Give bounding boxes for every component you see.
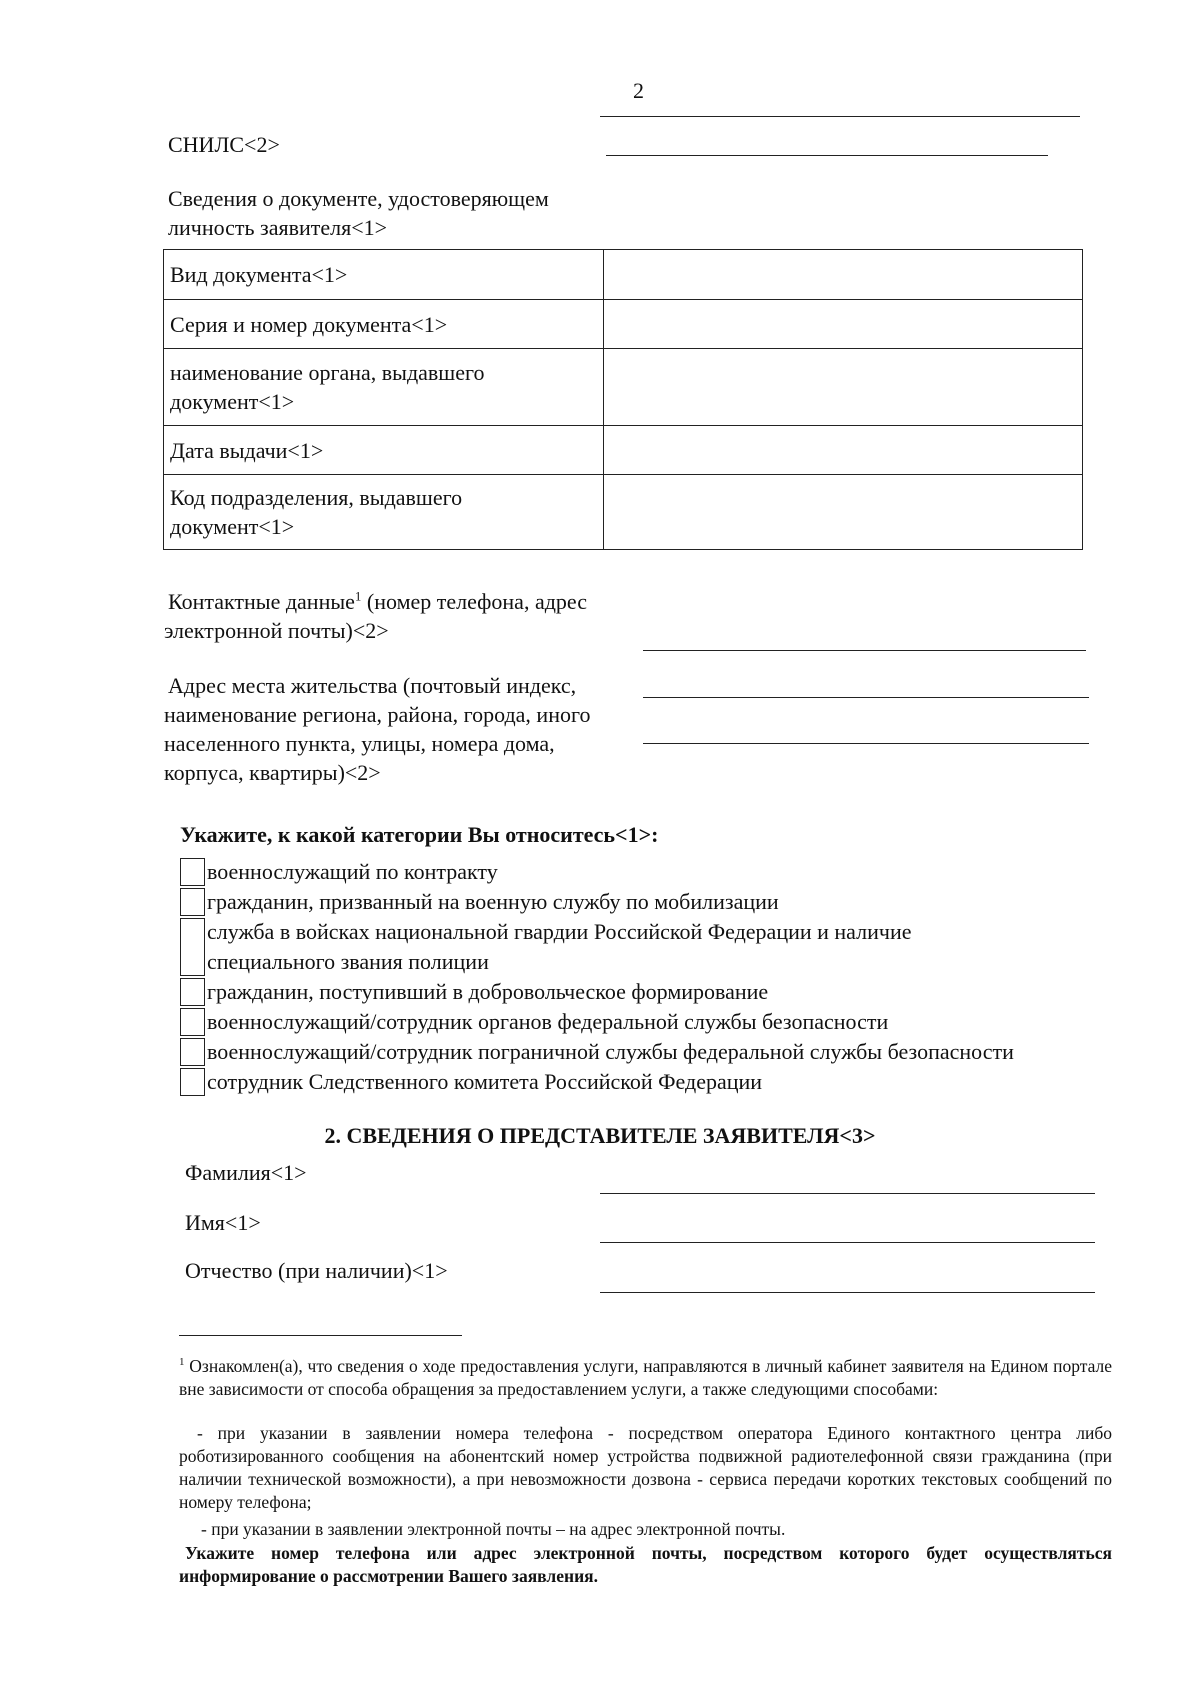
contacts-label-text: Контактные данные (168, 589, 355, 614)
table-row (164, 475, 1083, 550)
footnote-text: Ознакомлен(а), что сведения о ходе предоставления услуги, направляются в личный кабинет заявителя на Едином портале вне зависимости от способа обращения за предоставлением услуги, а также следующими способами: (179, 1355, 1113, 1399)
table-row (164, 300, 1083, 349)
page-number: 2 (633, 78, 644, 103)
document-type-input[interactable] (604, 250, 1083, 300)
patronymic-input-line[interactable] (600, 1292, 1095, 1293)
issue-date-input[interactable] (604, 426, 1083, 475)
category-option-label (205, 917, 912, 977)
row-label: Вид документа<1> (170, 262, 348, 287)
row-label: Серия и номер документа<1> (170, 311, 448, 337)
table-cell-label (164, 300, 604, 349)
issuing-authority-input[interactable] (604, 349, 1083, 426)
table-cell-label (164, 349, 604, 426)
category-option-label: гражданин, поступивший в добровольческое формирование (207, 979, 769, 1004)
address-label-line: населенного пункта, улицы, номера дома, (164, 731, 555, 756)
category-option-label-line: специального звания полиции (207, 949, 489, 974)
footnote-mark: 1 (354, 588, 362, 604)
category-option (180, 887, 1140, 917)
address-label-line: корпуса, квартиры)<2> (164, 760, 381, 785)
footnote-paragraph: - при указании в заявлении электронной почты – на адрес электронной почты. (201, 1519, 786, 1539)
address-input-line-1[interactable] (643, 697, 1089, 698)
category-option-label-line: служба в войсках национальной гвардии Российской Федерации и наличие (207, 919, 912, 944)
row-label: наименование органа, выдавшего (170, 360, 485, 385)
surname-label: Фамилия<1> (185, 1160, 307, 1185)
snils-label: СНИЛС<2> (168, 132, 280, 157)
first-name-label: Имя<1> (185, 1210, 261, 1235)
category-option (180, 1037, 1140, 1067)
table-row (164, 250, 1083, 300)
category-option (180, 1067, 1140, 1097)
id-document-heading-line: Сведения о документе, удостоверяющем (168, 186, 549, 211)
table-cell-label (164, 475, 604, 550)
id-document-table (163, 249, 1083, 550)
id-document-heading (168, 184, 549, 242)
division-code-input[interactable] (604, 475, 1083, 550)
row-label: Дата выдачи<1> (170, 437, 324, 463)
category-option-label: военнослужащий/сотрудник органов федеральной службы безопасности (207, 1009, 889, 1034)
first-name-input-line[interactable] (600, 1242, 1095, 1243)
row-label: Код подразделения, выдавшего (170, 485, 463, 510)
category-checkbox[interactable] (180, 858, 205, 886)
category-checkbox[interactable] (180, 1038, 205, 1066)
surname-input-line[interactable] (600, 1193, 1095, 1194)
patronymic-label: Отчество (при наличии)<1> (185, 1258, 448, 1283)
contacts-input-line[interactable] (643, 650, 1086, 651)
row-label: документ<1> (170, 389, 295, 414)
category-checkbox[interactable] (180, 1068, 205, 1096)
table-cell-label (164, 426, 604, 475)
address-label (164, 671, 590, 787)
contacts-label (164, 587, 587, 645)
contacts-label-text: электронной почты)<2> (164, 618, 389, 643)
footnote-separator (179, 1335, 462, 1336)
address-label-line: наименование региона, района, города, иного (164, 702, 591, 727)
category-option-label: военнослужащий по контракту (207, 859, 498, 884)
footnote-emphasis: Укажите номер телефона или адрес электронной почты, посредством которого будет осуществляться информирование о рассмотрении Вашего заявления. (179, 1543, 1112, 1586)
category-option-label: гражданин, призванный на военную службу по мобилизации (207, 889, 779, 914)
footnote-paragraph (179, 1351, 1112, 1401)
section-2-title: 2. СВЕДЕНИЯ О ПРЕДСТАВИТЕЛЕ ЗАЯВИТЕЛЯ<3> (324, 1123, 876, 1148)
category-option-label: военнослужащий/сотрудник пограничной службы федеральной службы безопасности (207, 1039, 1014, 1064)
document-series-number-input[interactable] (604, 300, 1083, 349)
table-cell-label (164, 250, 604, 300)
category-checkbox[interactable] (180, 888, 205, 916)
category-option (180, 857, 1140, 887)
footnote-paragraph: - при указании в заявлении номера телефона - посредством оператора Единого контактного центра либо роботизированного сообщения на абонентский номер устройства подвижной радиотелефонной связи гражданина (при наличии технической возможности), а при невозможности дозвона - сервиса передачи коротких текстовых сообщений по номеру телефона; (179, 1423, 1112, 1512)
address-input-line-2[interactable] (643, 743, 1089, 744)
address-label-line: Адрес места жительства (почтовый индекс, (168, 673, 577, 698)
footnote-mark: 1 (179, 1356, 185, 1368)
header-rule (600, 116, 1080, 117)
category-option (180, 977, 1140, 1007)
table-row (164, 349, 1083, 426)
contacts-label-text: (номер телефона, адрес (361, 589, 587, 614)
id-document-heading-line: личность заявителя<1> (168, 215, 388, 240)
category-checkbox[interactable] (180, 978, 205, 1006)
row-label: документ<1> (170, 514, 295, 539)
category-option (180, 1007, 1140, 1037)
snils-input-line[interactable] (606, 155, 1048, 156)
category-checkbox[interactable] (180, 1008, 205, 1036)
table-row (164, 426, 1083, 475)
category-option-label: сотрудник Следственного комитета Российской Федерации (207, 1069, 763, 1094)
category-option (180, 917, 1140, 977)
category-checkbox-list (180, 857, 1140, 1097)
category-heading: Укажите, к какой категории Вы относитесь<1>: (180, 822, 659, 847)
category-checkbox[interactable] (180, 918, 205, 976)
